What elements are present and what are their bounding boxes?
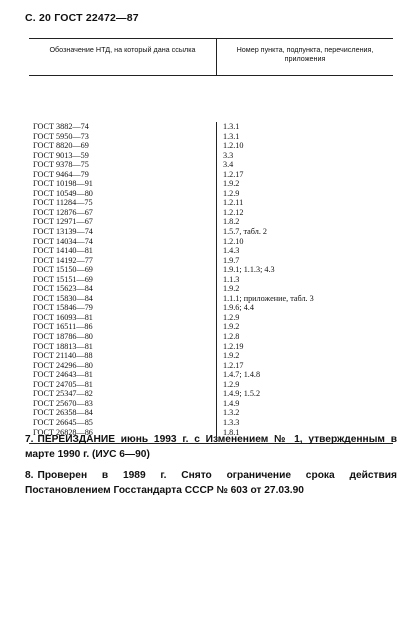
reference-table <box>29 38 393 444</box>
table-cell-clause: 1.9.2 <box>223 351 240 361</box>
table-cell-document: ГОСТ 16511—86 <box>33 322 93 332</box>
table-cell-document: ГОСТ 5950—73 <box>33 131 89 141</box>
table-cell-clause: 3.4 <box>223 160 234 170</box>
table-cell-clause: 1.2.17 <box>223 169 244 179</box>
table-cell-document: ГОСТ 15830—84 <box>33 293 93 303</box>
table-cell-clause: 1.3.3 <box>223 417 240 427</box>
table-cell-clause: 1.4.9; 1.5.2 <box>223 389 261 399</box>
table-cell-document: ГОСТ 18786—80 <box>33 332 93 342</box>
table-cell-document: ГОСТ 25670—83 <box>33 398 93 408</box>
table-cell-document: ГОСТ 11284—75 <box>33 198 93 208</box>
table-cell-document: ГОСТ 26358—84 <box>33 408 93 418</box>
table-cell-document: ГОСТ 21140—88 <box>33 351 93 361</box>
table-cell-clause: 1.2.19 <box>223 341 244 351</box>
note-8 <box>25 468 397 498</box>
table-cell-document: ГОСТ 13139—74 <box>33 227 93 237</box>
table-cell-clause: 1.3.1 <box>223 131 240 141</box>
table-header <box>29 39 393 76</box>
table-cell-clause: 1.2.10 <box>223 141 244 151</box>
note-text: Проверен в 1989 г. Снято ограничение срока действия Постановлением Госстандарта СССР № 603 от 27.03.90 <box>25 470 397 496</box>
table-cell-document: ГОСТ 24705—81 <box>33 379 93 389</box>
table-cell-document: ГОСТ 12971—67 <box>33 217 93 227</box>
table-cell-document: ГОСТ 10549—80 <box>33 188 93 198</box>
table-cell-clause: 1.4.9 <box>223 398 240 408</box>
table-cell-document: ГОСТ 9013—59 <box>33 150 89 160</box>
table-cell-document: ГОСТ 25347—82 <box>33 389 93 399</box>
table-cell-clause: 1.2.8 <box>223 332 240 342</box>
table-body <box>29 76 393 443</box>
table-cell-document: ГОСТ 14034—74 <box>33 236 93 246</box>
table-cell-document: ГОСТ 15151—69 <box>33 274 93 284</box>
note-text: ПЕРЕИЗДАНИЕ июнь 1993 г. с Изменением № 1, утвержденным в марте 1990 г. (ИУС 6—90) <box>25 434 397 460</box>
table-cell-clause: 1.2.17 <box>223 360 244 370</box>
table-cell-document: ГОСТ 12876—67 <box>33 207 93 217</box>
note-7 <box>25 432 397 462</box>
table-cell-clause: 1.4.3 <box>223 246 240 256</box>
table-cell-clause: 1.9.2 <box>223 179 240 189</box>
column-header-document: Обозначение НТД, на который дана ссылка <box>29 39 217 75</box>
table-cell-clause: 1.9.1; 1.1.3; 4.3 <box>223 265 275 275</box>
table-cell-clause: 3.3 <box>223 150 234 160</box>
table-cell-clause: 1.2.9 <box>223 379 240 389</box>
table-cell-clause: 1.9.2 <box>223 284 240 294</box>
note-number: 7. <box>25 434 34 445</box>
table-cell-document: ГОСТ 10198—91 <box>33 179 93 189</box>
table-cell-document: ГОСТ 15150—69 <box>33 265 93 275</box>
table-cell-document: ГОСТ 15623—84 <box>33 284 93 294</box>
table-cell-document: ГОСТ 18813—81 <box>33 341 93 351</box>
clause-column <box>217 122 393 437</box>
table-cell-clause: 1.5.7, табл. 2 <box>223 227 268 237</box>
table-cell-clause: 1.1.1; приложение, табл. 3 <box>223 293 314 303</box>
page-header: С. 20 ГОСТ 22472—87 <box>25 12 139 24</box>
table-cell-document: ГОСТ 26645—85 <box>33 417 93 427</box>
table-cell-document: ГОСТ 24643—81 <box>33 370 93 380</box>
table-cell-clause: 1.2.11 <box>223 198 244 208</box>
table-cell-clause: 1.3.1 <box>223 122 240 131</box>
table-cell-document: ГОСТ 9378—75 <box>33 160 89 170</box>
table-cell-document: ГОСТ 14140—81 <box>33 246 93 256</box>
table-cell-clause: 1.3.2 <box>223 408 240 418</box>
table-cell-document: ГОСТ 3882—74 <box>33 122 89 131</box>
table-cell-clause: 1.9.7 <box>223 255 240 265</box>
table-cell-document: ГОСТ 16093—81 <box>33 312 93 322</box>
table-cell-clause: 1.9.2 <box>223 322 240 332</box>
table-cell-clause: 1.4.7; 1.4.8 <box>223 370 261 380</box>
column-header-clause: Номер пункта, подпункта, перечисления, приложения <box>236 45 374 63</box>
table-cell-document: ГОСТ 24296—80 <box>33 360 93 370</box>
table-cell-document: ГОСТ 14192—77 <box>33 255 93 265</box>
table-cell-clause: 1.2.12 <box>223 207 244 217</box>
table-cell-clause: 1.2.10 <box>223 236 244 246</box>
document-column <box>29 122 217 437</box>
table-cell-document: ГОСТ 15846—79 <box>33 303 93 313</box>
note-number: 8. <box>25 470 34 481</box>
table-cell-clause: 1.2.9 <box>223 188 240 198</box>
table-cell-clause: 1.8.2 <box>223 217 240 227</box>
table-cell-clause: 1.9.6; 4.4 <box>223 303 254 313</box>
table-cell-document: ГОСТ 9464—79 <box>33 169 89 179</box>
table-cell-clause: 1.8.1 <box>223 427 240 437</box>
table-cell-document: ГОСТ 26828—86 <box>33 427 93 437</box>
table-cell-clause: 1.1.3 <box>223 274 240 284</box>
table-cell-document: ГОСТ 8820—69 <box>33 141 89 151</box>
table-cell-clause: 1.2.9 <box>223 312 240 322</box>
